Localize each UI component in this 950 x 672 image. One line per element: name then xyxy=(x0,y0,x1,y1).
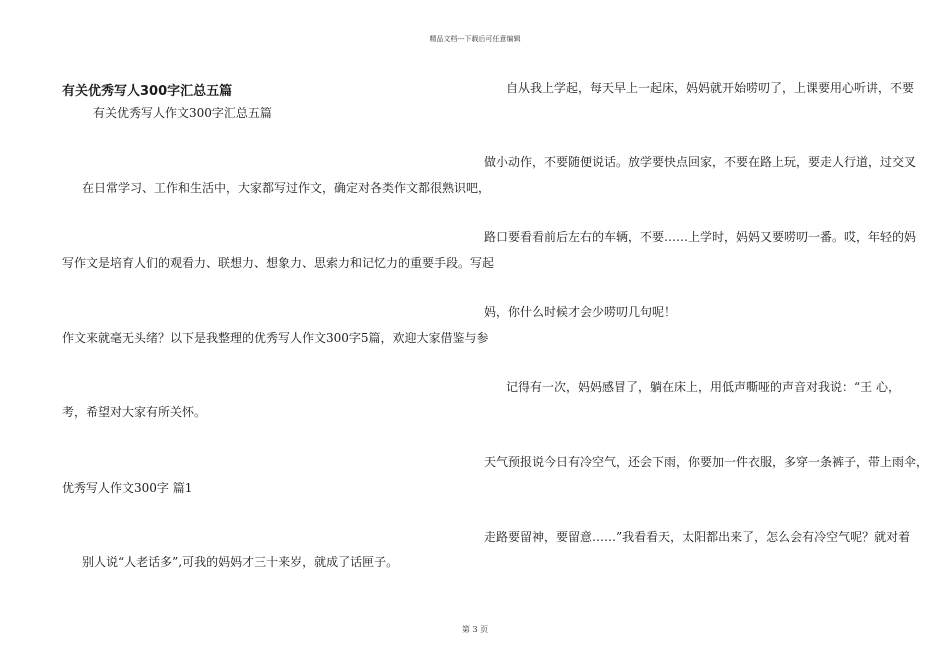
paragraph-line: 路口要看看前后左右的车辆，不要……上学时，妈妈又要唠叨一番。哎，年轻的妈 xyxy=(484,230,917,244)
paragraph-line: 记得有一次，妈妈感冒了，躺在床上，用低声嘶哑的声音对我说：“王 心， xyxy=(506,380,900,394)
paragraph-line: 考，希望对大家有所关怀。 xyxy=(62,405,207,419)
page-number: 第 3 页 xyxy=(461,625,489,634)
paragraph-line: 做小动作，不要随便说话。放学要快点回家，不要在路上玩，要走人行道，过交叉 xyxy=(484,155,917,169)
section-heading: 优秀写人作文300字 篇1 xyxy=(62,481,193,495)
document-subtitle: 有关优秀写人作文300字汇总五篇 xyxy=(93,106,272,120)
page-header: 精品文档---下载后可任意编辑 xyxy=(429,35,521,43)
document-title: 有关优秀写人300字汇总五篇 xyxy=(62,84,233,99)
paragraph-line: 别人说“人老话多”,可我的妈妈才三十来岁，就成了话匣子。 xyxy=(82,555,399,569)
paragraph-line: 走路要留神，要留意……”我看看天，太阳都出来了，怎么会有冷空气呢？就对着 xyxy=(484,530,911,544)
paragraph-line: 在日常学习、工作和生活中，大家都写过作文，确定对各类作文都很熟识吧， xyxy=(82,181,491,195)
paragraph-line: 写作文是培育人们的观看力、联想力、想象力、思索力和记忆力的重要手段。写起 xyxy=(62,256,495,270)
paragraph-line: 妈，你什么时候才会少唠叨几句呢！ xyxy=(484,305,677,319)
paragraph-line: 作文来就毫无头绪？以下是我整理的优秀写人作文300字5篇，欢迎大家借鉴与参 xyxy=(62,331,489,345)
paragraph-line: 天气预报说今日有冷空气，还会下雨，你要加一件衣服，多穿一条裤子，带上雨伞， xyxy=(484,455,929,469)
paragraph-line: 自从我上学起，每天早上一起床，妈妈就开始唠叨了，上课要用心听讲，不要 xyxy=(506,81,915,95)
